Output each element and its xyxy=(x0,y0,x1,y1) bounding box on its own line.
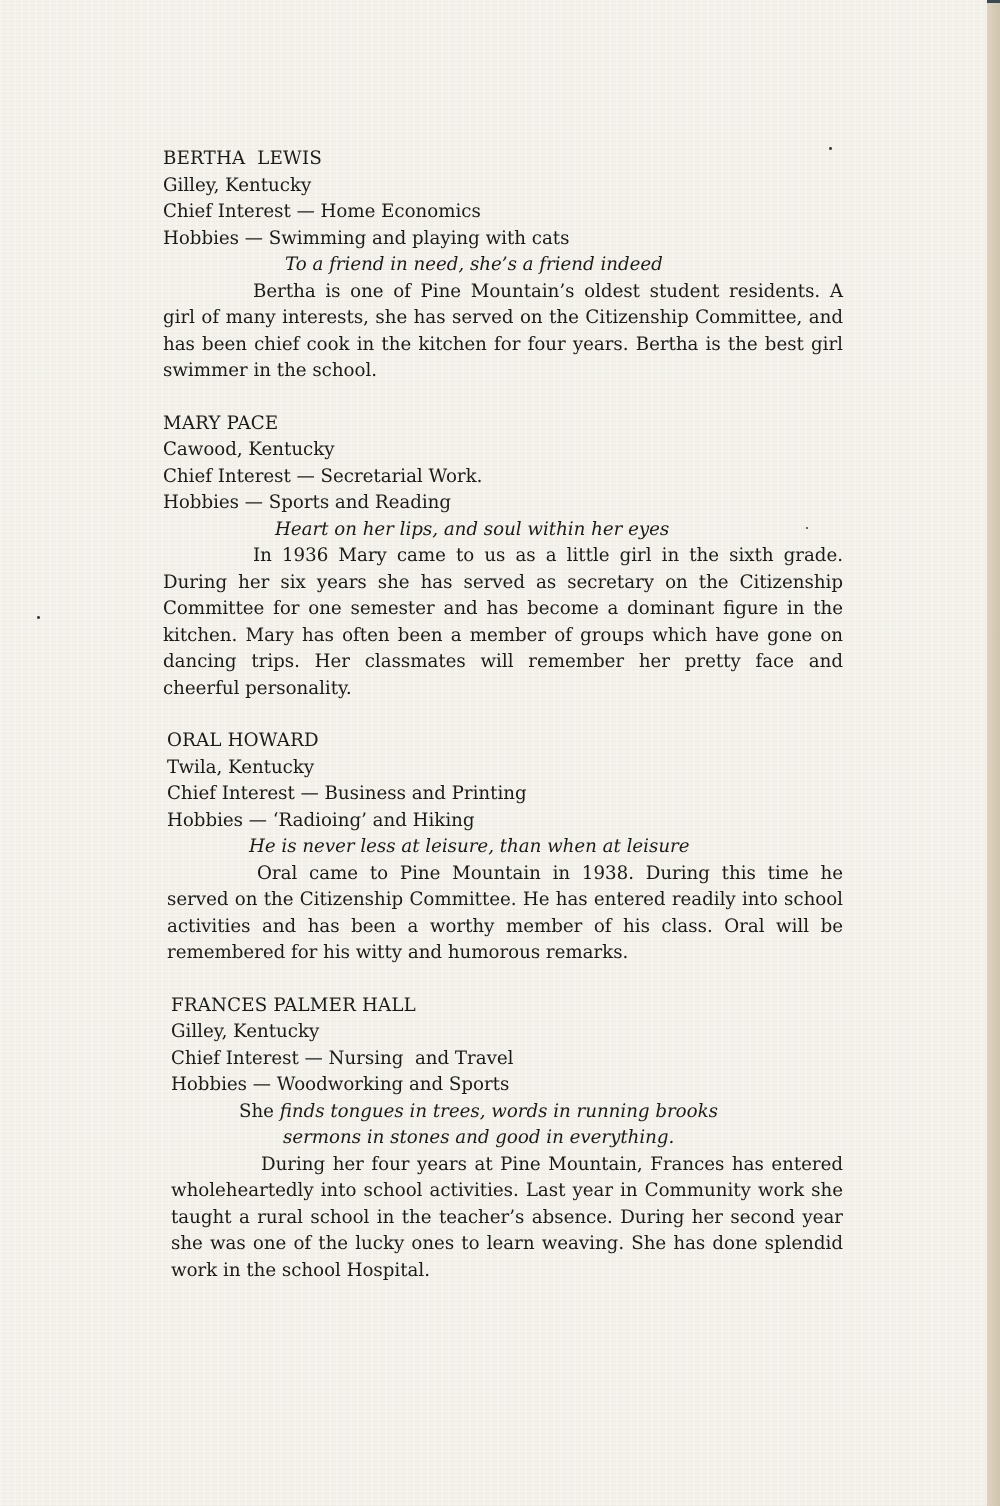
hometown: Cawood, Kentucky xyxy=(163,439,335,460)
chief-interest-label: Chief Interest — xyxy=(171,1047,329,1069)
motto-prefix: She xyxy=(239,1100,280,1122)
hobbies-value: Woodworking and Sports xyxy=(276,1074,510,1095)
hometown: Twila, Kentucky xyxy=(167,756,315,778)
motto-quote: To a friend in need, she’s a friend indeed xyxy=(285,254,663,275)
hobbies-value: Sports and Reading xyxy=(268,492,452,513)
chief-interest-label: Chief Interest — xyxy=(163,201,321,222)
motto-quote xyxy=(171,1099,843,1126)
chief-interest-label: Chief Interest — xyxy=(167,783,325,804)
motto-line: finds tongues in trees, words in running brooks xyxy=(279,1100,718,1122)
page-edge xyxy=(987,0,1000,1506)
motto-quote: He is never less at leisure, than when at leisure xyxy=(249,836,690,857)
hometown: Gilley, Kentucky xyxy=(163,174,312,196)
hobbies-label: Hobbies — xyxy=(167,809,273,831)
senior-profiles xyxy=(163,146,843,1310)
hobbies-label: Hobbies — xyxy=(163,492,269,513)
bio-paragraph xyxy=(163,279,843,385)
motto-quote-continued: sermons in stones and good in everything. xyxy=(283,1127,675,1148)
bio-text: Oral came to Pine Mountain in 1938. During this time he served on the Citizenship Committee. He has entered readily into school activities and has been a worthy member of his class. Oral will be remembered for his witty and humorous remarks. xyxy=(167,862,843,963)
motto-quote: Heart on her lips, and soul within her eyes xyxy=(275,518,670,540)
hobbies-label: Hobbies — xyxy=(171,1074,277,1095)
hobbies xyxy=(171,1072,843,1099)
student-name: MARY PACE xyxy=(163,412,279,434)
profile-entry xyxy=(171,993,843,1285)
bio-text: Bertha is one of Pine Mountain’s oldest student residents. A girl of many interests, she has served on the Citizenship Committee, and has been chief cook in the kitchen for four years. Bertha is the best girl swimmer in the school. xyxy=(163,280,843,381)
chief-interest xyxy=(163,199,843,226)
hobbies-value: ‘Radioing’ and Hiking xyxy=(272,809,475,831)
chief-interest-label: Chief Interest — xyxy=(163,465,321,487)
student-name: ORAL HOWARD xyxy=(167,730,319,751)
hobbies xyxy=(167,808,843,835)
student-name: FRANCES PALMER HALL xyxy=(171,994,416,1016)
speck xyxy=(37,616,40,619)
hobbies xyxy=(163,490,843,517)
hometown: Gilley, Kentucky xyxy=(171,1021,320,1042)
bio-text: During her four years at Pine Mountain, Frances has entered wholeheartedly into school activities. Last year in Community work she taught a rural school in the teacher’s absence. During her second year she was one of the lucky ones to learn weaving. She has done splendid work in the school Hospital. xyxy=(171,1153,843,1281)
hobbies xyxy=(163,226,843,253)
bio-paragraph xyxy=(163,543,843,702)
hobbies-label: Hobbies — xyxy=(163,227,269,249)
bio-text: In 1936 Mary came to us as a little girl in the sixth grade. During her six years she has served as secretary on the Citizenship Committee for one semester and has become a dominant figure in the kitchen. Mary has often been a member of groups which have gone on dancing trips. Her classmates will remember her pretty face and cheerful personality. xyxy=(163,545,843,699)
profile-entry xyxy=(167,728,843,967)
profile-entry xyxy=(163,411,843,703)
scan-border xyxy=(987,0,1000,3)
chief-interest-value: Home Economics xyxy=(320,201,481,222)
chief-interest-value: Business and Printing xyxy=(324,783,527,804)
bio-paragraph xyxy=(167,861,843,967)
student-name: BERTHA LEWIS xyxy=(163,148,322,169)
hobbies-value: Swimming and playing with cats xyxy=(268,227,570,249)
bio-paragraph xyxy=(171,1152,843,1285)
chief-interest-value: Nursing and Travel xyxy=(328,1047,514,1069)
chief-interest-value: Secretarial Work. xyxy=(320,465,483,487)
chief-interest xyxy=(167,781,843,808)
chief-interest xyxy=(171,1046,843,1073)
profile-entry xyxy=(163,146,843,385)
chief-interest xyxy=(163,464,843,491)
